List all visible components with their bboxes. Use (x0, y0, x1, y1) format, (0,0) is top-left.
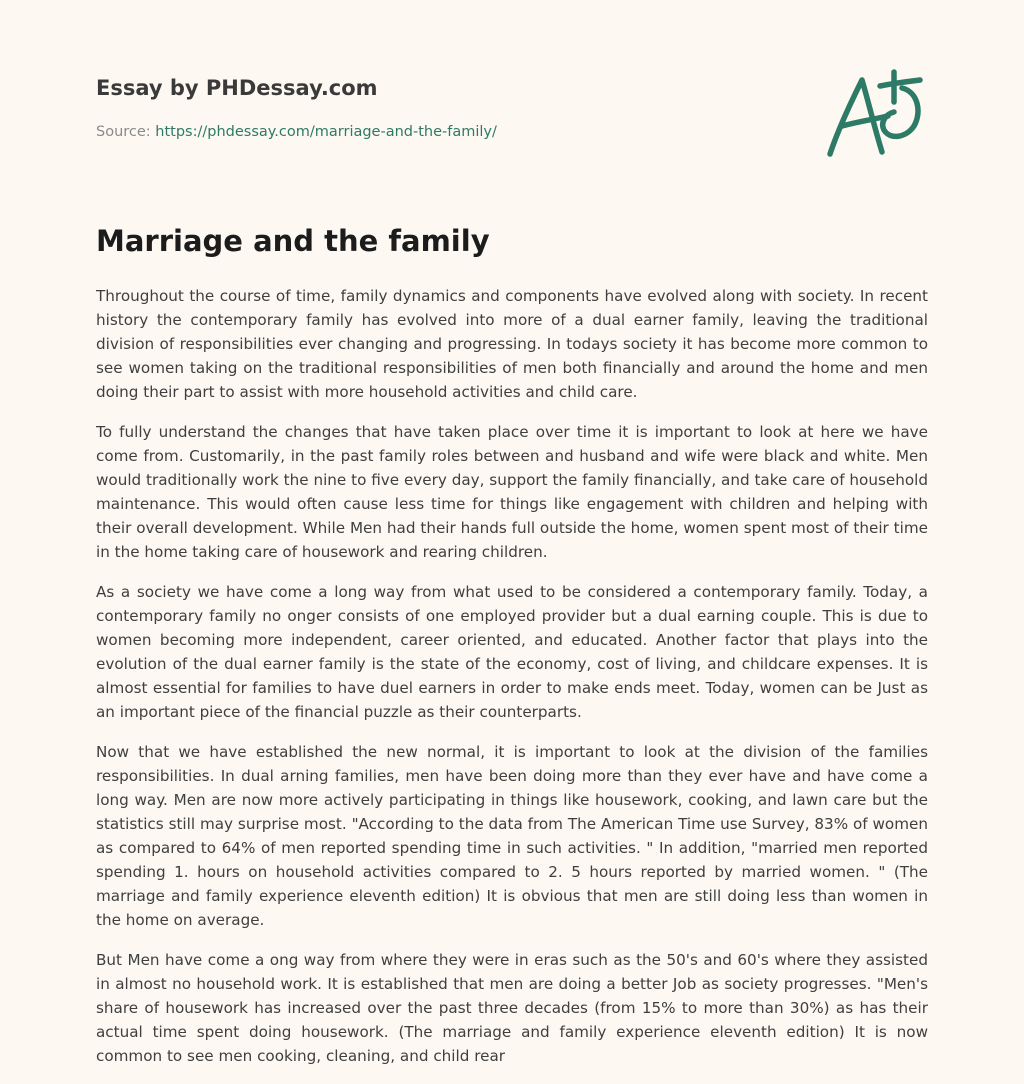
essay-paragraph: As a society we have come a long way from what used to be considered a contemporary family. Today, a contemporary family no onger consists of one employed provider but a dual earning couple. This is due to women becoming more independent, career oriented, and educated. Another factor that plays into the evolution of the dual earner family is the state of the economy, cost of living, and childcare expenses. It is almost essential for families to have duel earners in order to make ends meet. Today, women can be Just as an important piece of the financial puzzle as their counterparts. (96, 583, 928, 721)
site-title: Essay by PHDessay.com (96, 76, 378, 100)
essay-body (96, 284, 928, 1084)
essay-paragraph: But Men have come a ong way from where they were in eras such as the 50's and 60's where they assisted in almost no household work. It is established that men are doing a better Job as society progresses. "Men's share of housework has increased over the past three decades (from 15% to more than 30%) as has their actual time spent doing housework. (The marriage and family experience eleventh edition) It is now common to see men cooking, cleaning, and child rear (96, 951, 928, 1065)
source-line (96, 124, 497, 140)
essay-paragraph: To fully understand the changes that have taken place over time it is important to look at here we have come from. Customarily, in the past family roles between and husband and wife were black and white. Men would traditionally work the nine to five every day, support the family financially, and take care of household maintenance. This would often cause less time for things like engagement with children and helping with their overall development. While Men had their hands full outside the home, women spent most of their time in the home taking care of housework and rearing children. (96, 423, 928, 561)
source-label: Source: (96, 124, 156, 140)
source-link[interactable]: https://phdessay.com/marriage-and-the-family/ (155, 124, 497, 140)
essay-title: Marriage and the family (96, 224, 490, 258)
a-plus-grade-icon (824, 66, 928, 166)
essay-paragraph: Now that we have established the new normal, it is important to look at the division of the families responsibilities. In dual arning families, men have been doing more than they ever have and have come a long way. Men are now more actively participating in things like housework, cooking, and lawn care but the statistics still may surprise most. "According to the data from The American Time use Survey, 83% of women as compared to 64% of men reported spending time in such activities. " In addition, "married men reported spending 1. hours on household activities compared to 2. 5 hours reported by married women. " (The marriage and family experience eleventh edition) It is obvious that men are still doing less than women in the home on average. (96, 743, 928, 929)
essay-paragraph: Throughout the course of time, family dynamics and components have evolved along with society. In recent history the contemporary family has evolved into more of a dual earner family, leaving the traditional division of responsibilities ever changing and progressing. In todays society it has become more common to see women taking on the traditional responsibilities of men both financially and around the home and men doing their part to assist with more household activities and child care. (96, 287, 928, 401)
header (96, 0, 928, 200)
